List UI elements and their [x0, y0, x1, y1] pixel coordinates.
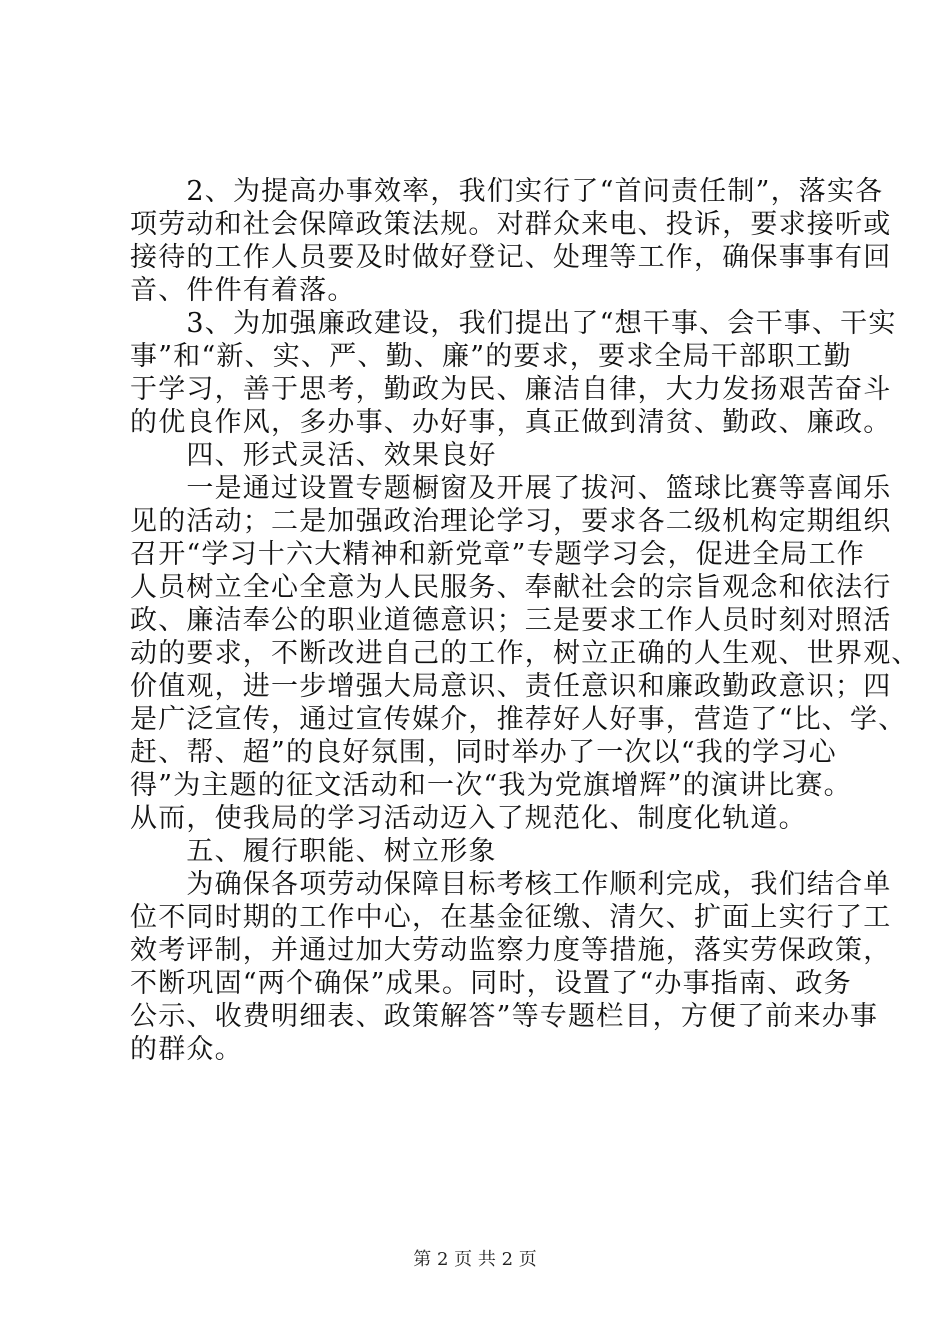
body-text-line: 召开“学习十六大精神和新党章”专题学习会，促进全局工作	[130, 539, 866, 570]
body-text-line: 得”为主题的征文活动和一次“我为党旗增辉”的演讲比赛。	[130, 770, 852, 801]
body-text-line: 效考评制，并通过加大劳动监察力度等措施，落实劳保政策，	[130, 935, 892, 966]
body-text-line: 动的要求，不断改进自己的工作，树立正确的人生观、世界观、	[130, 638, 920, 669]
body-text-line: 人员树立全心全意为人民服务、奉献社会的宗旨观念和依法行	[130, 572, 892, 603]
page-footer: 第 2 页 共 2 页	[413, 1249, 537, 1270]
body-text-line: 不断巩固“两个确保”成果。同时，设置了“办事指南、政务	[130, 968, 852, 999]
body-text-line: 为确保各项劳动保障目标考核工作顺利完成，我们结合单	[130, 869, 892, 900]
section-heading: 四、形式灵活、效果良好	[130, 440, 497, 471]
body-text-line: 2、为提高办事效率，我们实行了“首问责任制”，落实各	[130, 176, 884, 207]
body-text-line: 从而，使我局的学习活动迈入了规范化、制度化轨道。	[130, 803, 807, 834]
body-text-line: 价值观，进一步增强大局意识、责任意识和廉政勤政意识；四	[130, 671, 892, 702]
body-text-line: 见的活动；二是加强政治理论学习，要求各二级机构定期组织	[130, 506, 892, 537]
body-text-line: 公示、收费明细表、政策解答”等专题栏目，方便了前来办事	[130, 1001, 879, 1032]
body-text-line: 于学习，善于思考，勤政为民、廉洁自律，大力发扬艰苦奋斗	[130, 374, 892, 405]
body-text-line: 一是通过设置专题橱窗及开展了拔河、篮球比赛等喜闻乐	[130, 473, 892, 504]
body-text-line: 赶、帮、超”的良好氛围，同时举办了一次以“我的学习心	[130, 737, 837, 768]
body-text-line: 音、件件有着落。	[130, 275, 356, 306]
body-text-line: 项劳动和社会保障政策法规。对群众来电、投诉，要求接听或	[130, 209, 892, 240]
body-text-line: 的优良作风，多办事、办好事，真正做到清贫、勤政、廉政。	[130, 407, 892, 438]
section-heading: 五、履行职能、树立形象	[130, 836, 497, 867]
body-text-line: 事”和“新、实、严、勤、廉”的要求，要求全局干部职工勤	[130, 341, 852, 372]
body-text-line: 3、为加强廉政建设，我们提出了“想干事、会干事、干实	[130, 308, 897, 339]
body-text-line: 接待的工作人员要及时做好登记、处理等工作，确保事事有回	[130, 242, 892, 273]
body-text-line: 位不同时期的工作中心，在基金征缴、清欠、扩面上实行了工	[130, 902, 892, 933]
body-text-line: 政、廉洁奉公的职业道德意识；三是要求工作人员时刻对照活	[130, 605, 892, 636]
body-text-line: 的群众。	[130, 1034, 243, 1065]
body-text-line: 是广泛宣传，通过宣传媒介，推荐好人好事，营造了“比、学、	[130, 704, 907, 735]
